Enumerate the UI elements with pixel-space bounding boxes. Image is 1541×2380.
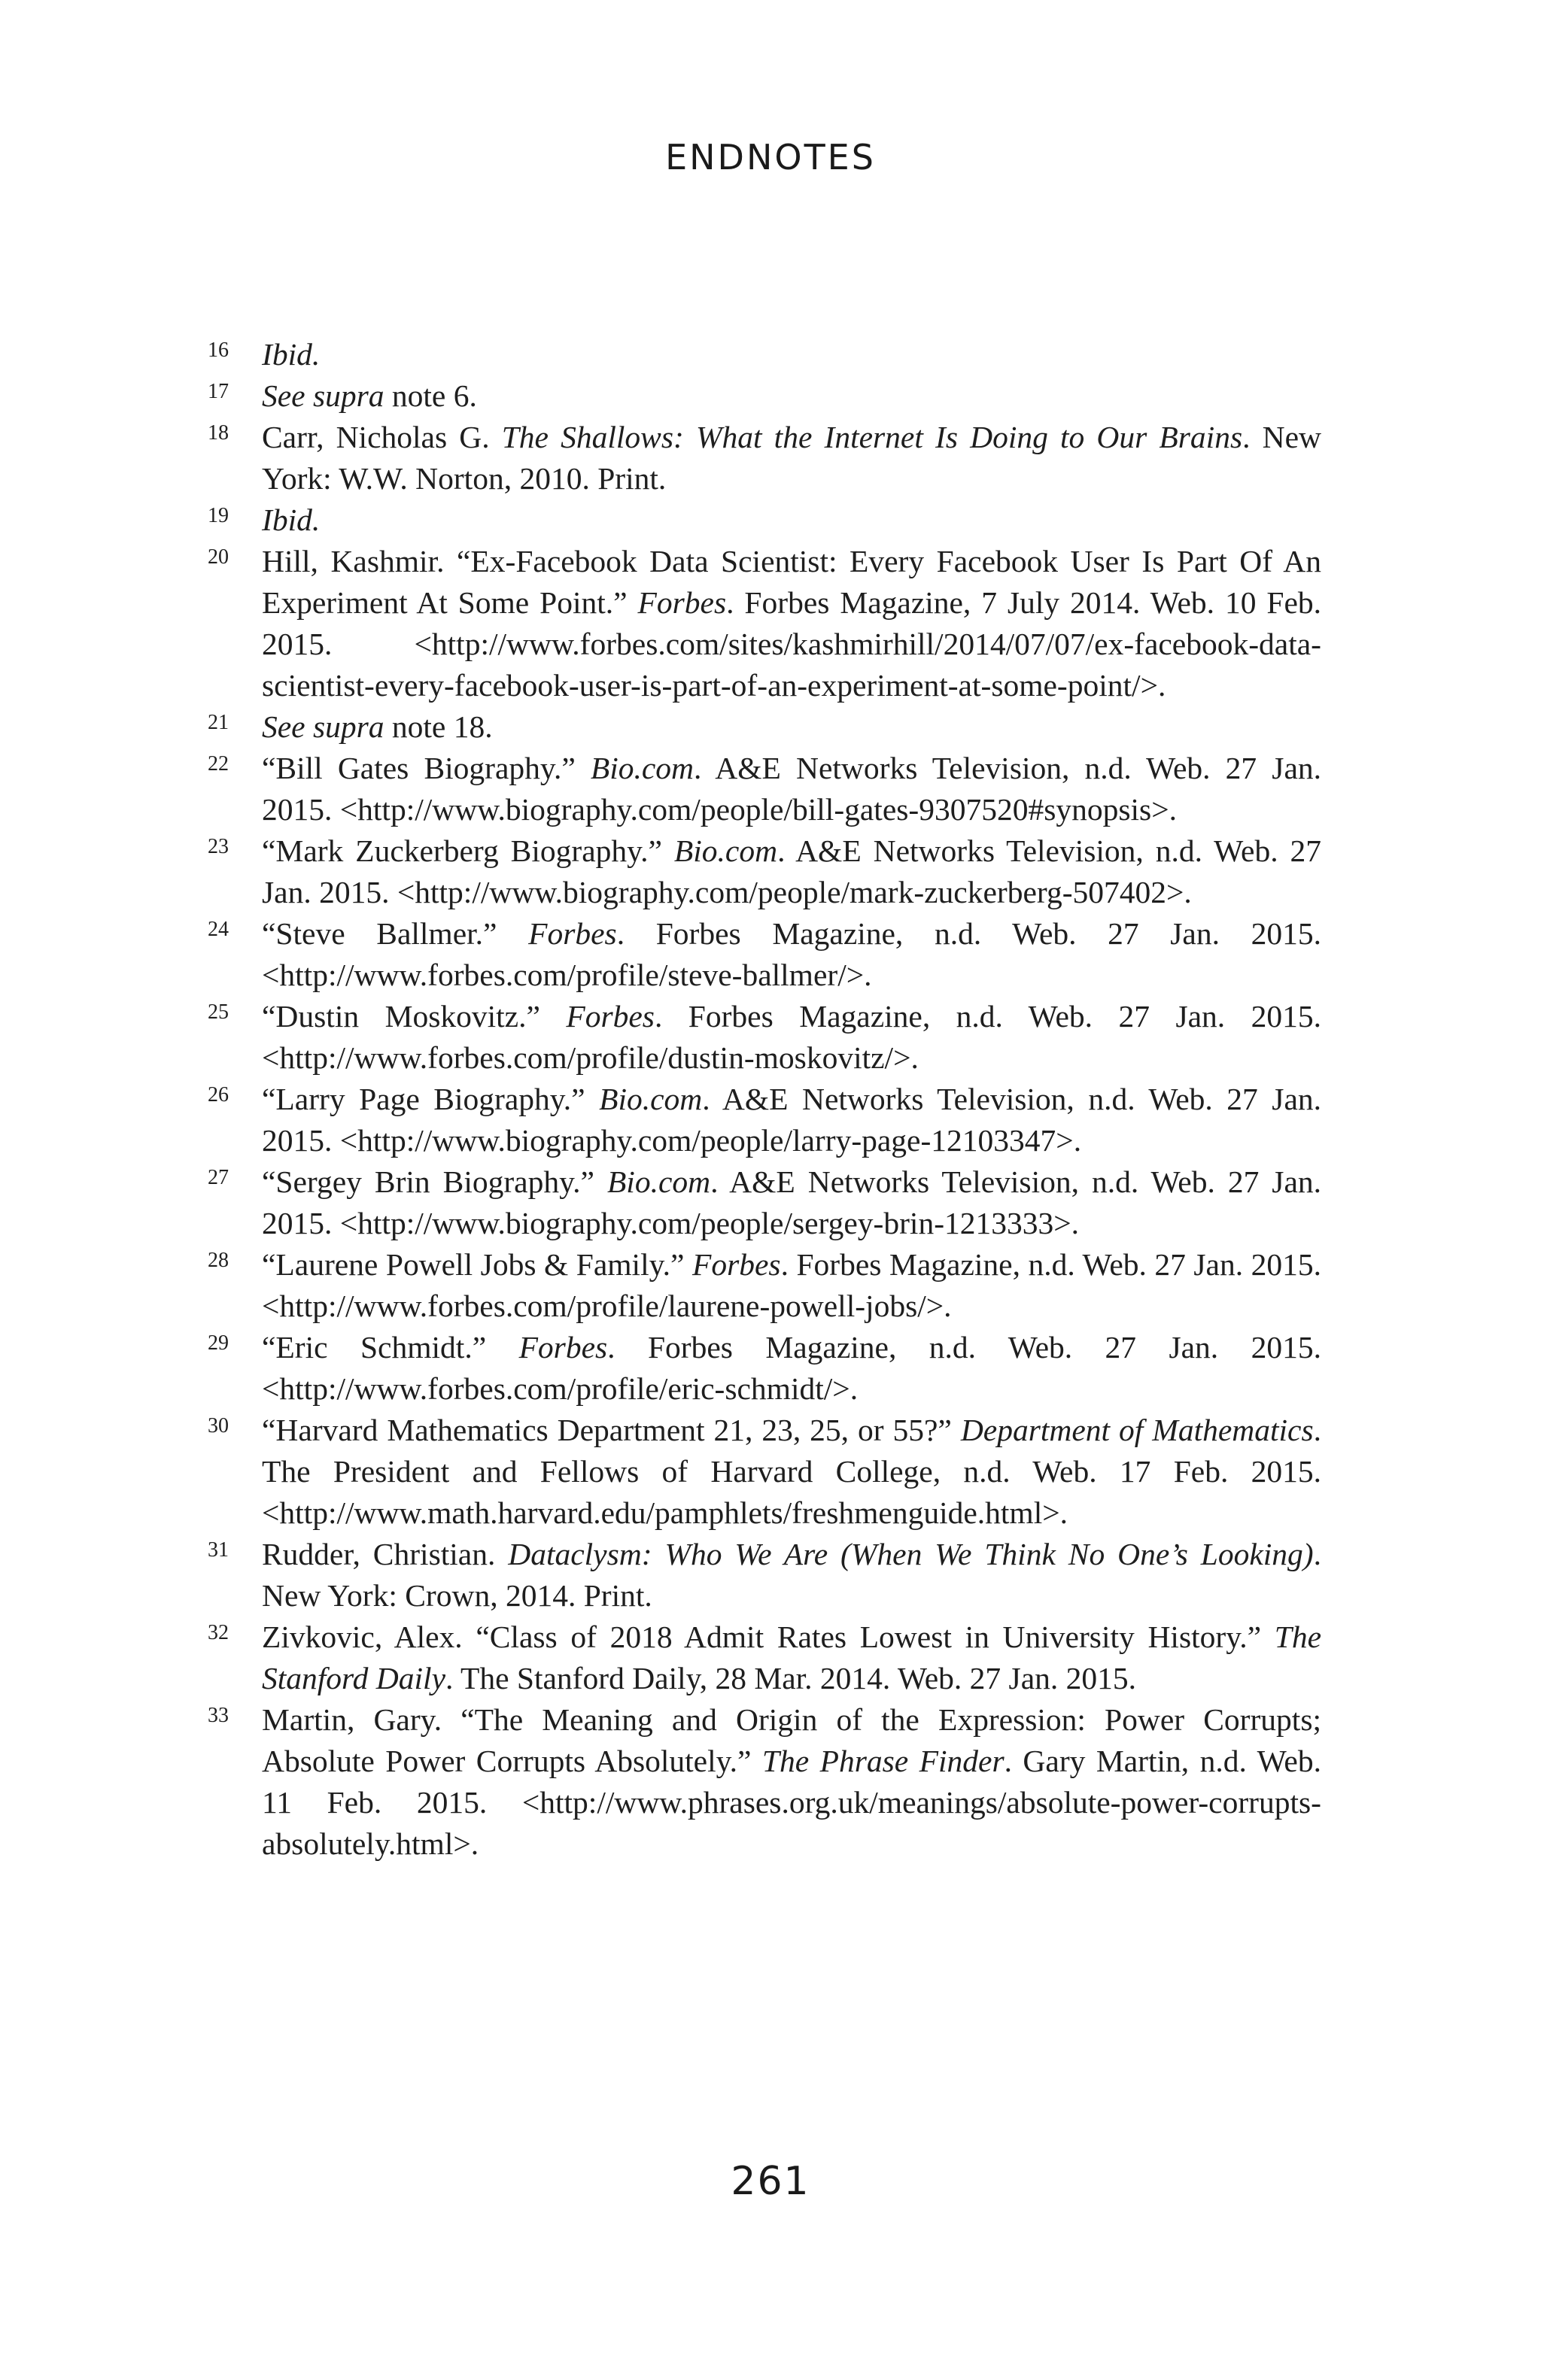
endnote-text: note 18.	[384, 709, 493, 744]
endnote-text: Zivkovic, Alex. “Class of 2018 Admit Rates Lowest in University History.”	[262, 1620, 1275, 1654]
endnote-25	[208, 996, 1321, 1079]
endnote-text: “Laurene Powell Jobs & Family.”	[262, 1247, 692, 1282]
endnote-title: Forbes	[637, 585, 727, 620]
endnote-title: Forbes	[692, 1247, 781, 1282]
endnotes-list	[208, 334, 1321, 1865]
endnote-31	[208, 1534, 1321, 1617]
endnote-title: Bio.com	[673, 833, 778, 868]
endnote-text: Hill, Kashmir. “Ex-Facebook Data Scientist: Every Facebook User Is Part Of An Experiment At Some Point.”	[262, 544, 1321, 620]
endnote-text: Martin, Gary. “The Meaning and Origin of the Expression: Power Corrupts; Absolute Power Corrupts Absolutely.”	[262, 1702, 1321, 1778]
endnote-number: 29	[208, 1331, 229, 1355]
endnote-number: 22	[208, 752, 229, 776]
page-header: ENDNOTES	[665, 137, 876, 178]
endnote-title: The Stanford Daily	[262, 1620, 1321, 1695]
endnote-number: 28	[208, 1249, 229, 1272]
endnote-title: Department of Mathematics	[960, 1413, 1314, 1447]
endnote-title: Forbes	[518, 1330, 608, 1365]
endnote-28	[208, 1244, 1321, 1327]
endnote-title: Bio.com	[606, 1164, 711, 1199]
endnote-number: 23	[208, 835, 229, 858]
endnote-18	[208, 417, 1321, 499]
endnote-number: 16	[208, 338, 229, 362]
endnote-text: Rudder, Christian.	[262, 1537, 509, 1571]
endnote-text: See supra	[262, 709, 384, 744]
endnote-text: “Harvard Mathematics Department 21, 23, 25, or 55?”	[262, 1413, 961, 1447]
endnote-text: . A&E Networks Television, n.d. Web. 27 Jan. 2015. <http://www.biography.com/people/larry-page-12103347>.	[262, 1082, 1321, 1158]
endnote-text: . New York: Crown, 2014. Print.	[262, 1537, 1322, 1613]
endnote-27	[208, 1161, 1321, 1244]
endnote-title: Dataclysm: Who We Are (When We Think No One’s Looking)	[508, 1537, 1314, 1571]
endnote-number: 18	[208, 421, 229, 445]
endnote-number: 26	[208, 1083, 229, 1107]
endnote-16	[208, 334, 1321, 375]
endnote-number: 27	[208, 1166, 229, 1189]
endnote-text: . A&E Networks Television, n.d. Web. 27 Jan. 2015. <http://www.biography.com/people/mark-zuckerberg-507402>.	[262, 833, 1321, 909]
endnote-text: “Bill Gates Biography.”	[262, 751, 591, 785]
page-number: 261	[731, 2159, 810, 2204]
endnote-text: Carr, Nicholas G.	[262, 420, 502, 454]
endnote-text: . Forbes Magazine, 7 July 2014. Web. 10 Feb. 2015. <http://www.forbes.com/sites/kashmirhill/2014/07/07/ex-facebook-data-scientist-every-facebook-user-is-part-of-an-experiment-at-some-point/>.	[262, 585, 1321, 703]
endnote-number: 20	[208, 545, 229, 569]
endnote-text: “Steve Ballmer.”	[262, 916, 529, 951]
endnote-number: 32	[208, 1621, 229, 1644]
endnote-text: “Mark Zuckerberg Biography.”	[262, 833, 674, 868]
endnote-17	[208, 375, 1321, 417]
endnote-number: 33	[208, 1704, 229, 1727]
endnote-title: The Shallows: What the Internet Is Doing to Our Brains	[501, 420, 1243, 454]
endnote-title: Bio.com	[590, 751, 695, 785]
endnote-text: Ibid.	[262, 337, 321, 372]
endnote-text: . Forbes Magazine, n.d. Web. 27 Jan. 2015. <http://www.forbes.com/profile/dustin-moskovitz/>.	[262, 999, 1321, 1075]
endnote-19	[208, 499, 1321, 541]
endnote-title: Forbes	[566, 999, 655, 1034]
endnote-text: . New York: W.W. Norton, 2010. Print.	[262, 420, 1321, 496]
endnote-text: See supra	[262, 378, 384, 413]
endnote-text: . Gary Martin, n.d. Web. 11 Feb. 2015. <http://www.phrases.org.uk/meanings/absolute-power-corrupts-absolutely.html>.	[262, 1744, 1321, 1861]
endnote-number: 31	[208, 1538, 229, 1562]
endnote-text: . A&E Networks Television, n.d. Web. 27 Jan. 2015. <http://www.biography.com/people/bill-gates-9307520#synopsis>.	[262, 751, 1321, 827]
endnote-text: “Sergey Brin Biography.”	[262, 1164, 607, 1199]
endnote-number: 30	[208, 1414, 229, 1437]
endnote-number: 24	[208, 918, 229, 941]
endnote-23	[208, 830, 1321, 913]
endnote-text: “Larry Page Biography.”	[262, 1082, 600, 1116]
endnote-text: . Forbes Magazine, n.d. Web. 27 Jan. 2015. <http://www.forbes.com/profile/eric-schmidt/>.	[262, 1330, 1321, 1406]
endnote-22	[208, 748, 1321, 830]
endnote-text: note 6.	[384, 378, 477, 413]
endnote-26	[208, 1079, 1321, 1161]
endnote-text: Ibid.	[262, 502, 321, 537]
endnote-30	[208, 1410, 1321, 1534]
endnote-text: . The President and Fellows of Harvard College, n.d. Web. 17 Feb. 2015. <http://www.math.harvard.edu/pamphlets/freshmenguide.html>.	[262, 1413, 1321, 1530]
endnote-text: . Forbes Magazine, n.d. Web. 27 Jan. 2015. <http://www.forbes.com/profile/laurene-powell-jobs/>.	[262, 1247, 1321, 1323]
endnote-title: Forbes	[528, 916, 617, 951]
endnote-number: 25	[208, 1000, 229, 1024]
endnote-number: 19	[208, 504, 229, 527]
endnote-21	[208, 706, 1321, 748]
endnote-number: 17	[208, 380, 229, 403]
endnote-title: Bio.com	[599, 1082, 703, 1116]
endnote-24	[208, 913, 1321, 996]
endnote-text: “Eric Schmidt.”	[262, 1330, 519, 1365]
endnote-32	[208, 1617, 1321, 1699]
endnote-29	[208, 1327, 1321, 1410]
endnote-33	[208, 1699, 1321, 1865]
endnote-text: . A&E Networks Television, n.d. Web. 27 Jan. 2015. <http://www.biography.com/people/sergey-brin-1213333>.	[262, 1164, 1321, 1240]
endnote-text: . The Stanford Daily, 28 Mar. 2014. Web. 27 Jan. 2015.	[445, 1661, 1137, 1695]
endnote-title: The Phrase Finder	[761, 1744, 1005, 1778]
endnote-20	[208, 541, 1321, 706]
endnote-text: . Forbes Magazine, n.d. Web. 27 Jan. 2015. <http://www.forbes.com/profile/steve-ballmer/>.	[262, 916, 1321, 992]
endnote-number: 21	[208, 711, 229, 734]
endnote-text: “Dustin Moskovitz.”	[262, 999, 567, 1034]
